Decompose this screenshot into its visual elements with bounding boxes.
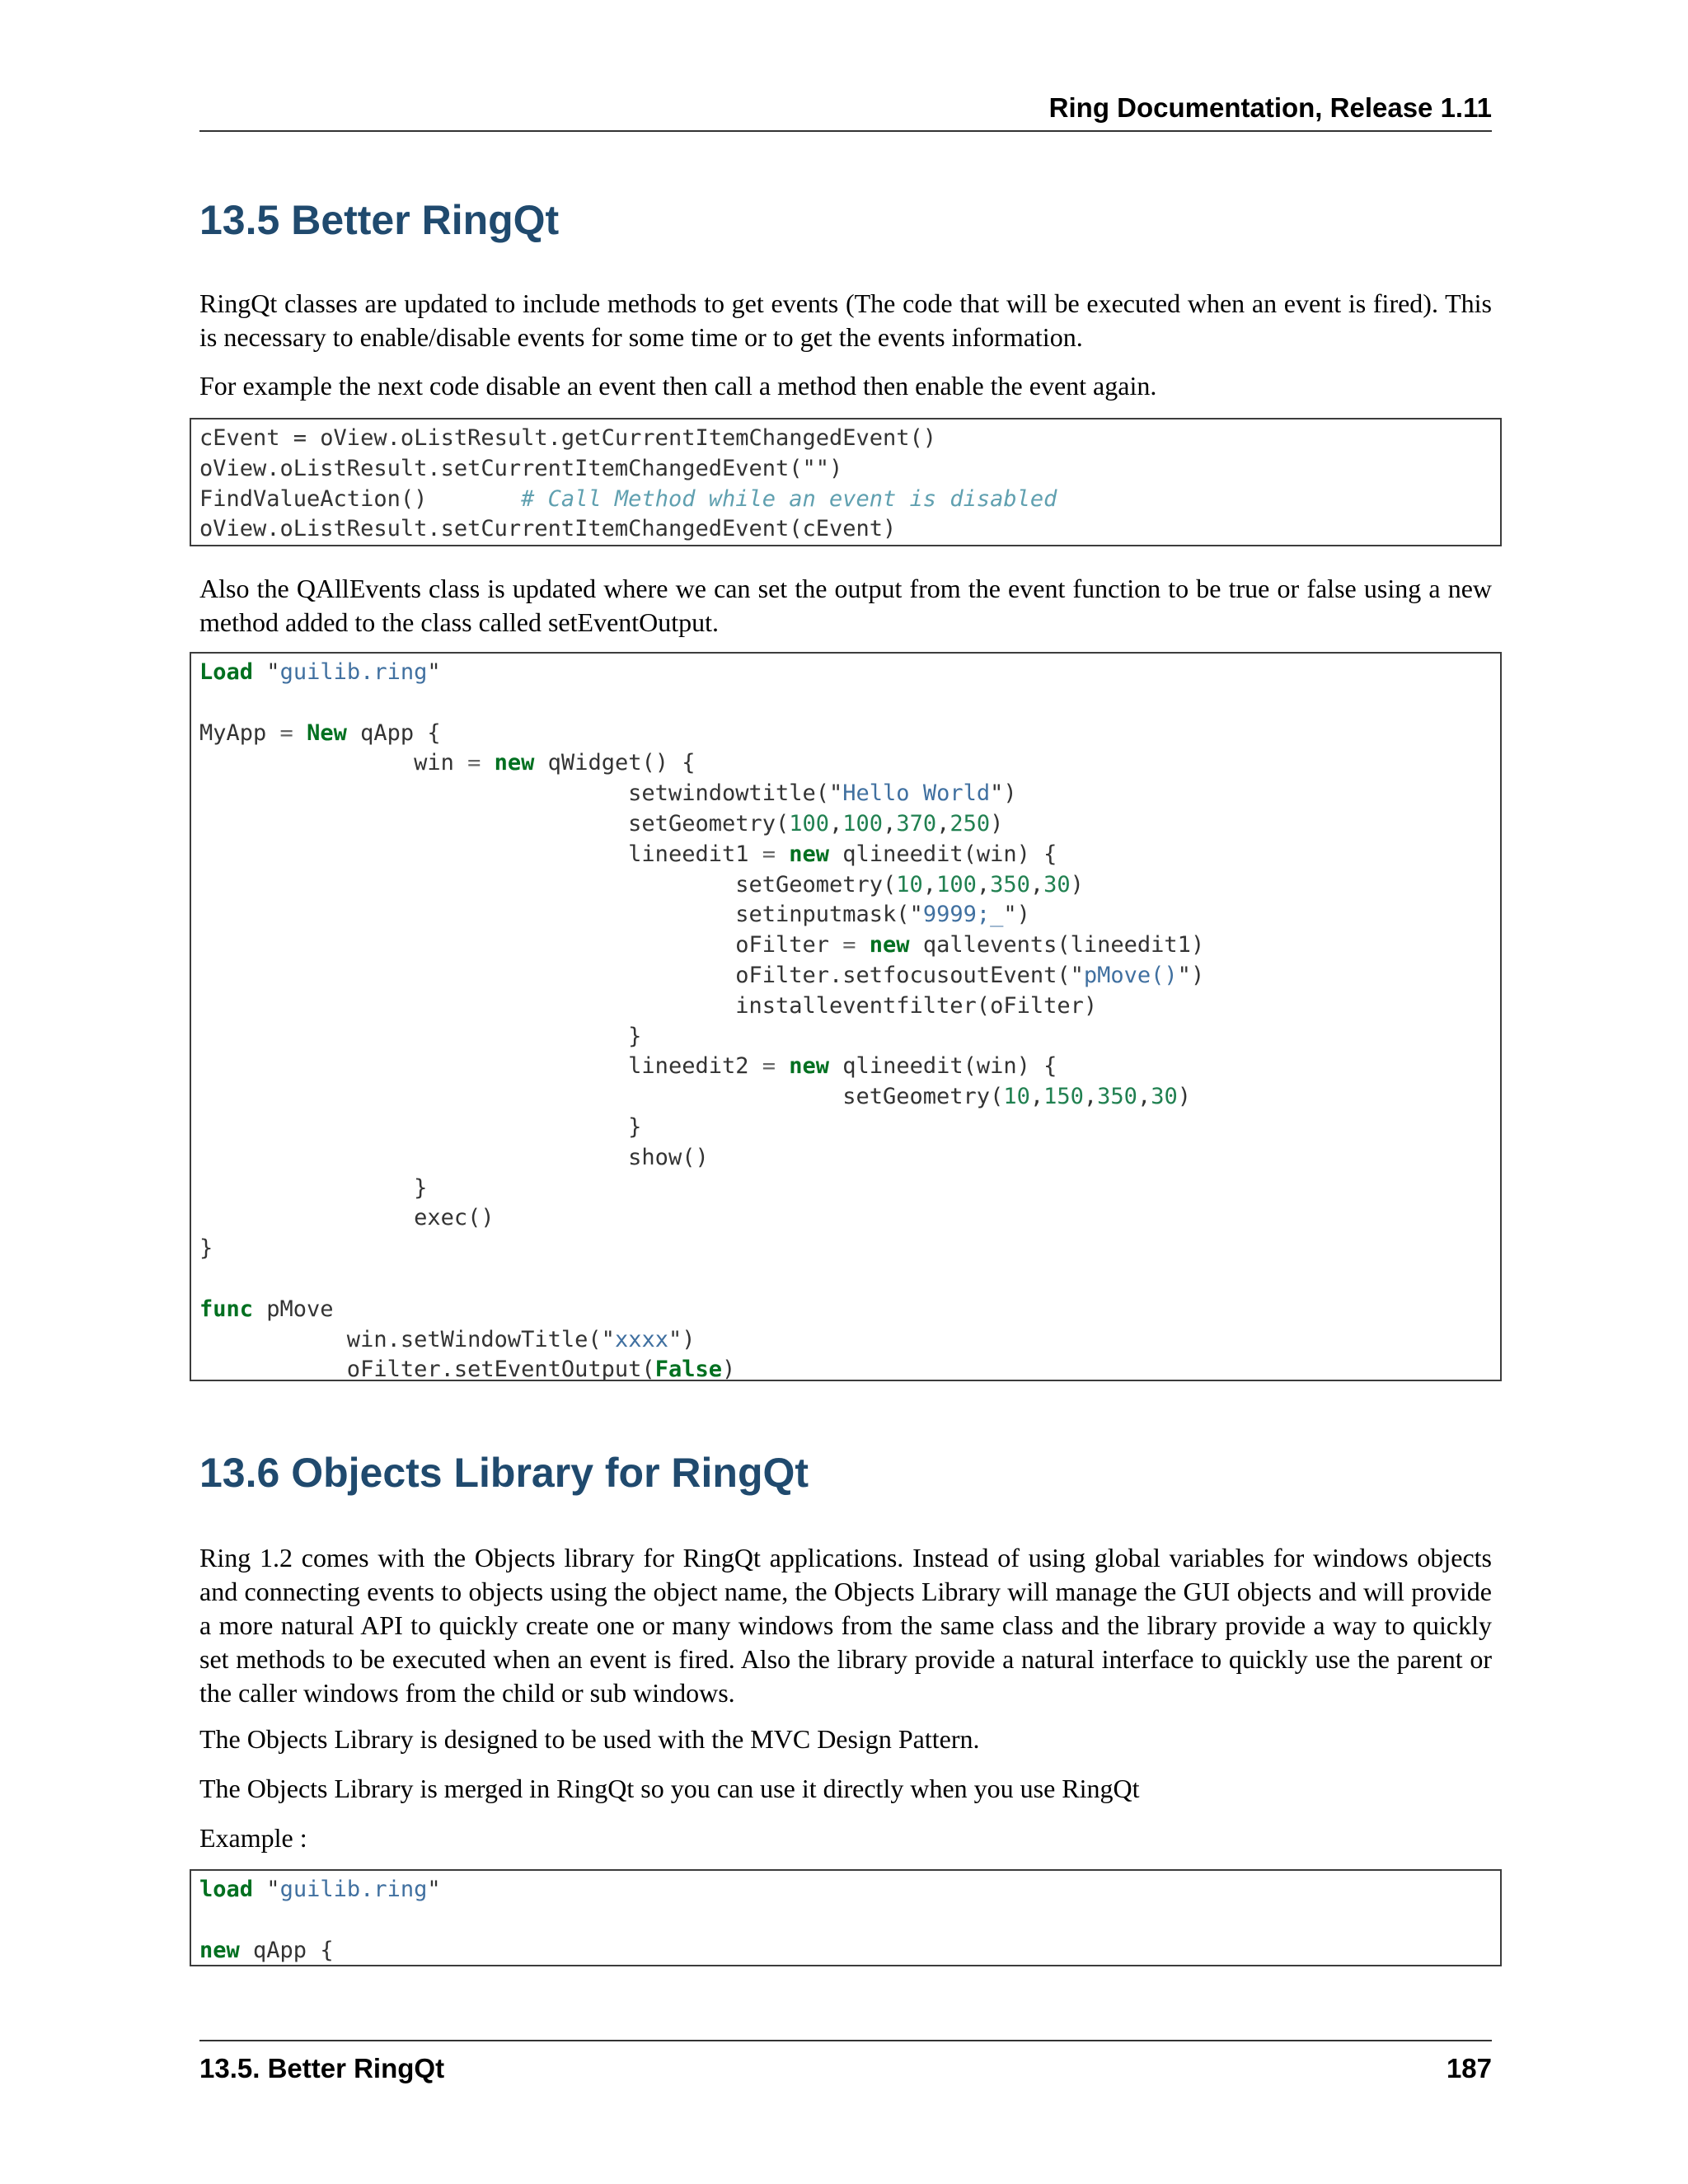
code-line: } bbox=[199, 1235, 213, 1262]
code-line: cEvent = oView.oListResult.getCurrentItemChangedEvent() bbox=[199, 425, 937, 451]
page-footer bbox=[199, 2040, 1492, 2091]
code-line: func pMove bbox=[199, 1296, 334, 1322]
code-line: load "guilib.ring" bbox=[199, 1877, 441, 1902]
section-heading-better-ringqt: 13.5 Better RingQt bbox=[199, 197, 560, 243]
code-line: setinputmask("9999;_") bbox=[199, 902, 1030, 928]
code-block bbox=[190, 652, 1502, 1381]
code-line: } bbox=[199, 1113, 642, 1140]
code-line: oView.oListResult.setCurrentItemChangedEvent("") bbox=[199, 455, 843, 481]
footer-section-title: 13.5. Better RingQt bbox=[199, 2053, 445, 2083]
code-block bbox=[190, 1869, 1502, 1966]
code-line: oFilter = new qallevents(lineedit1) bbox=[199, 932, 1205, 958]
code-line: win = new qWidget() { bbox=[199, 750, 696, 776]
paragraph: Example : bbox=[199, 1823, 307, 1853]
code-line: oView.oListResult.setCurrentItemChangedEvent(cEvent) bbox=[199, 516, 897, 542]
code-line: installeventfilter(oFilter) bbox=[199, 992, 1098, 1019]
code-line: MyApp = New qApp { bbox=[199, 719, 441, 746]
code-line: lineedit1 = new qlineedit(win) { bbox=[199, 841, 1057, 867]
code-line: setGeometry(100,100,370,250) bbox=[199, 810, 1004, 837]
paragraph: For example the next code disable an event then call a method then enable the event again. bbox=[199, 371, 1157, 401]
code-line: show() bbox=[199, 1144, 709, 1170]
code-line: FindValueAction() # Call Method while an event is disabled bbox=[199, 485, 1057, 512]
code-line: win.setWindowTitle("xxxx") bbox=[199, 1326, 696, 1352]
code-line: } bbox=[199, 1023, 642, 1049]
code-line: new qApp { bbox=[199, 1937, 334, 1963]
header-title: Ring Documentation, Release 1.11 bbox=[1048, 92, 1492, 123]
paragraph: Ring 1.2 comes with the Objects library for RingQt applications. Instead of using global variables for windows objects and connecting events to objects using the object name, the Objects Library will manage the GUI objects and will provide a more natural API to quickly create one or many windows from the same class and the library provide a way to quickly set methods to be executed when an event is fired. Also the library provide a natural interface to quickly use the parent or the caller windows from the child or sub windows. bbox=[199, 1543, 1492, 1708]
code-line: setGeometry(10,100,350,30) bbox=[199, 871, 1084, 898]
code-line: setwindowtitle("Hello World") bbox=[199, 780, 1017, 807]
paragraph: The Objects Library is designed to be used with the MVC Design Pattern. bbox=[199, 1724, 980, 1754]
section-heading-objects-library: 13.6 Objects Library for RingQt bbox=[199, 1450, 809, 1496]
code-line: setGeometry(10,150,350,30) bbox=[199, 1084, 1191, 1110]
paragraph: RingQt classes are updated to include methods to get events (The code that will be executed when an event is fired). This is necessary to enable/disable events for some time or to get the events information. bbox=[199, 288, 1492, 352]
code-line: } bbox=[199, 1174, 428, 1201]
code-line: Load "guilib.ring" bbox=[199, 659, 441, 685]
code-content bbox=[191, 654, 1500, 1385]
code-line: exec() bbox=[199, 1205, 495, 1231]
code-content bbox=[191, 1871, 1500, 1966]
paragraph: Also the QAllEvents class is updated where we can set the output from the event function to be true or false using a new method added to the class called setEventOutput. bbox=[199, 574, 1492, 637]
code-content bbox=[191, 419, 1500, 545]
code-line: oFilter.setfocusoutEvent("pMove()") bbox=[199, 962, 1205, 988]
code-line: oFilter.setEventOutput(False) bbox=[199, 1357, 736, 1383]
page-header bbox=[199, 92, 1492, 132]
paragraph: The Objects Library is merged in RingQt so you can use it directly when you use RingQt bbox=[199, 1774, 1140, 1803]
page-number: 187 bbox=[1446, 2053, 1492, 2083]
code-line: lineedit2 = new qlineedit(win) { bbox=[199, 1053, 1057, 1080]
code-block bbox=[190, 418, 1502, 546]
